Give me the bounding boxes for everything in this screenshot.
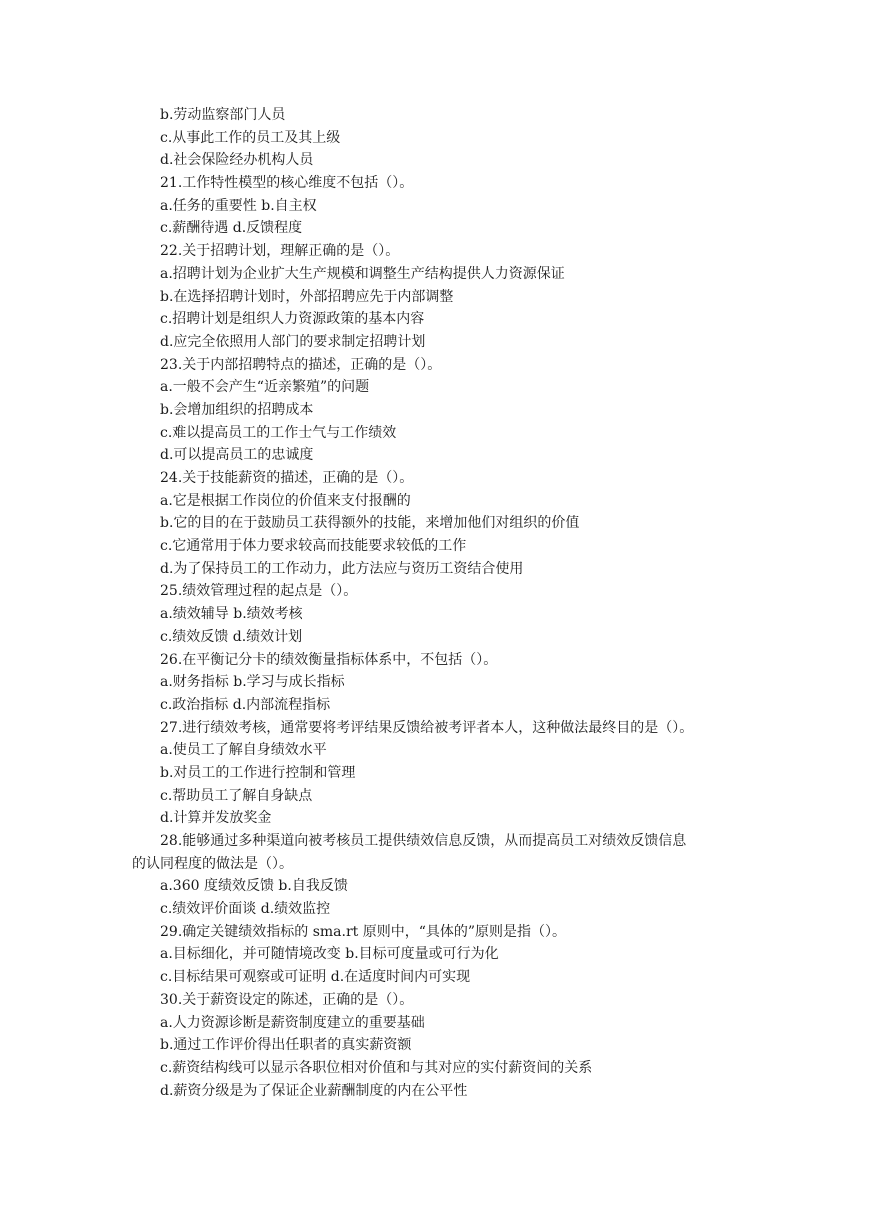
text-line: 23.关于内部招聘特点的描述，正确的是（）。 — [160, 356, 442, 373]
text-line: a.财务指标 b.学习与成长指标 — [160, 674, 345, 691]
text-line: a.任务的重要性 b.自主权 — [160, 197, 317, 214]
text-line: a.绩效辅导 b.绩效考核 — [160, 606, 303, 623]
text-line: c.薪酬待遇 d.反馈程度 — [160, 220, 303, 237]
text-line: a.一般不会产生“近亲繁殖”的问题 — [160, 379, 370, 396]
text-line: b.它的目的在于鼓励员工获得额外的技能，来增加他们对组织的价值 — [160, 515, 580, 532]
text-line: b.会增加组织的招聘成本 — [160, 401, 314, 418]
text-line: 的认同程度的做法是（）。 — [132, 855, 293, 872]
text-line: c.招聘计划是组织人力资源政策的基本内容 — [160, 311, 425, 328]
text-line: a.它是根据工作岗位的价值来支付报酬的 — [160, 492, 411, 509]
text-line: c.目标结果可观察或可证明 d.在适度时间内可实现 — [160, 969, 471, 986]
text-line: 21.工作特性模型的核心维度不包括（）。 — [160, 175, 414, 192]
text-line: c.绩效评价面谈 d.绩效监控 — [160, 901, 331, 918]
text-line: 30.关于薪资设定的陈述，正确的是（）。 — [160, 991, 414, 1008]
text-line: 24.关于技能薪资的描述，正确的是（）。 — [160, 470, 414, 486]
text-line: d.应完全依照用人部门的要求制定招聘计划 — [160, 333, 426, 350]
text-line: b.劳动监察部门人员 — [160, 107, 286, 123]
text-line: 26.在平衡记分卡的绩效衡量指标体系中，不包括（）。 — [160, 651, 498, 668]
text-line: c.它通常用于体力要求较高而技能要求较低的工作 — [160, 538, 467, 555]
text-line: 27.进行绩效考核，通常要将考评结果反馈给被考评者本人，这种做法最终目的是（）。 — [160, 719, 694, 736]
text-line: 22.关于招聘计划，理解正确的是（）。 — [160, 243, 400, 260]
text-line: a.招聘计划为企业扩大生产规模和调整生产结构提供人力资源保证 — [160, 265, 565, 282]
text-line: 29.确定关键绩效指标的 sma.rt 原则中，“具体的”原则是指（）。 — [160, 923, 567, 940]
text-line: b.对员工的工作进行控制和管理 — [160, 764, 356, 781]
text-line: a.使员工了解自身绩效水平 — [160, 742, 327, 759]
text-line: b.在选择招聘计划时，外部招聘应先于内部调整 — [160, 288, 454, 305]
text-line: a.360 度绩效反馈 b.自我反馈 — [160, 878, 348, 895]
text-line: a.目标细化，并可随情境改变 b.目标可度量或可行为化 — [160, 946, 499, 963]
text-line: c.帮助员工了解自身缺点 — [160, 787, 313, 804]
text-line: c.难以提高员工的工作士气与工作绩效 — [160, 424, 397, 441]
text-line: d.为了保持员工的工作动力，此方法应与资历工资结合使用 — [160, 560, 524, 577]
text-line: c.从事此工作的员工及其上级 — [160, 129, 341, 146]
text-line: 28.能够通过多种渠道向被考核员工提供绩效信息反馈，从而提高员工对绩效反馈信息 — [160, 833, 687, 849]
text-line: c.政治指标 d.内部流程指标 — [160, 696, 331, 713]
text-line: b.通过工作评价得出任职者的真实薪资额 — [160, 1037, 412, 1054]
text-line: 25.绩效管理过程的起点是（）。 — [160, 583, 358, 600]
text-line: d.可以提高员工的忠诚度 — [160, 447, 314, 464]
text-line: c.薪资结构线可以显示各职位相对价值和与其对应的实付薪资间的关系 — [160, 1059, 593, 1076]
text-line: d.计算并发放奖金 — [160, 810, 272, 827]
text-line: d.社会保险经办机构人员 — [160, 152, 314, 169]
text-line: a.人力资源诊断是薪资制度建立的重要基础 — [160, 1014, 425, 1031]
text-line: d.薪资分级是为了保证企业薪酬制度的内在公平性 — [160, 1082, 468, 1099]
text-line: c.绩效反馈 d.绩效计划 — [160, 628, 303, 645]
document-body — [132, 104, 742, 1102]
